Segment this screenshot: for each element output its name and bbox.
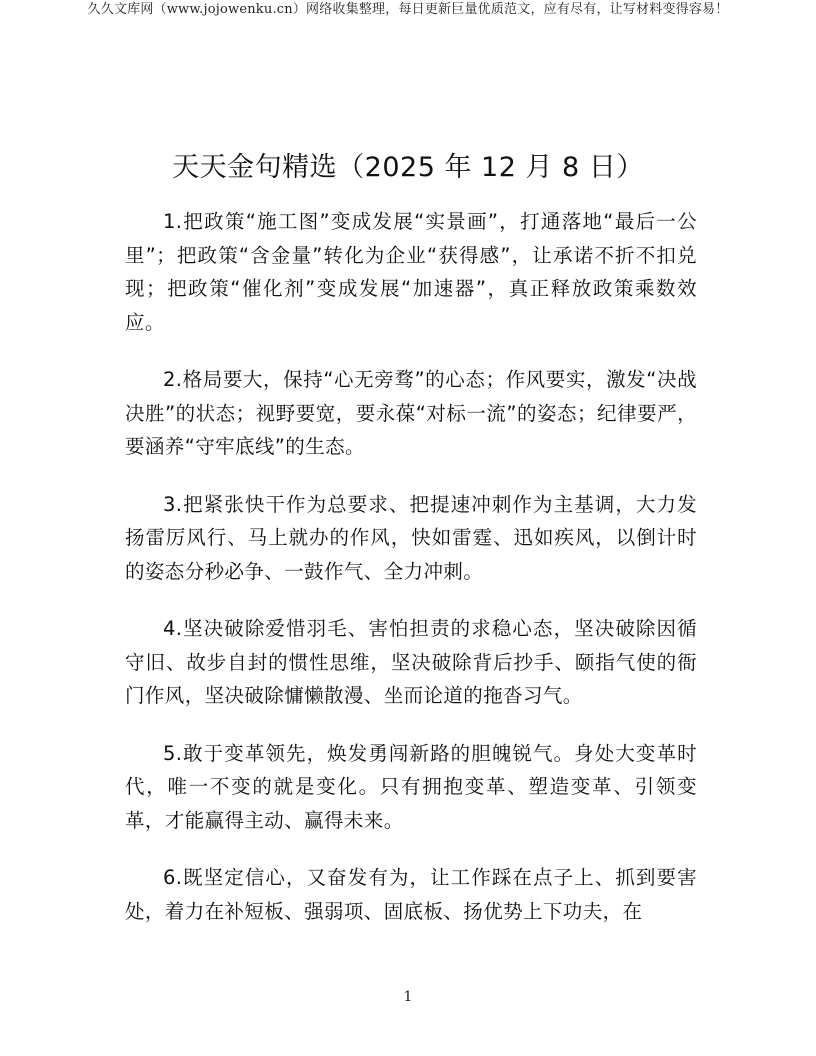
paragraph-6: 6.既坚定信心，又奋发有为，让工作踩在点子上、抓到要害处，着力在补短板、强弱项、固底板、扬优势上下功夫，在 bbox=[125, 866, 697, 923]
paragraph-2: 2.格局要大，保持“心无旁骛”的心态；作风要实，激发“决战决胜”的状态；视野要宽，要永葆“对标一流”的姿态；纪律要严，要涵养“守牢底线”的生态。 bbox=[125, 368, 697, 458]
paragraph-3: 3.把紧张快干作为总要求、把提速冲刺作为主基调，大力发扬雷厉风行、马上就办的作风，快如雷霆、迅如疾风，以倒计时的姿态分秒必争、一鼓作气、全力冲刺。 bbox=[125, 492, 697, 583]
document-title: 天天金句精选（2025 年 12 月 8 日） bbox=[172, 152, 644, 183]
paragraph-5: 5.敢于变革领先，焕发勇闯新路的胆魄锐气。身处大变革时代，唯一不变的就是变化。只有拥抱变革、塑造变革、引领变革，才能赢得主动、赢得未来。 bbox=[125, 741, 697, 832]
page-number: 1 bbox=[403, 989, 413, 1005]
paragraph-1: 1.把政策“施工图”变成发展“实景画”，打通落地“最后一公里”；把政策“含金量”转化为企业“获得感”，让承诺不折不扣兑现；把政策“催化剂”变成发展“加速器”，真正释放政策乘数效应。 bbox=[125, 210, 697, 334]
document-body bbox=[125, 205, 697, 952]
header-banner: 久久文库网（www.jojowenku.cn）网络收集整理，每日更新巨量优质范文，应有尽有，让写材料变得容易！ bbox=[87, 2, 729, 17]
paragraph-4: 4.坚决破除爱惜羽毛、害怕担责的求稳心态，坚决破除因循守旧、故步自封的惯性思维，坚决破除背后抄手、颐指气使的衙门作风，坚决破除慵懒散漫、坐而论道的拖沓习气。 bbox=[125, 617, 697, 707]
